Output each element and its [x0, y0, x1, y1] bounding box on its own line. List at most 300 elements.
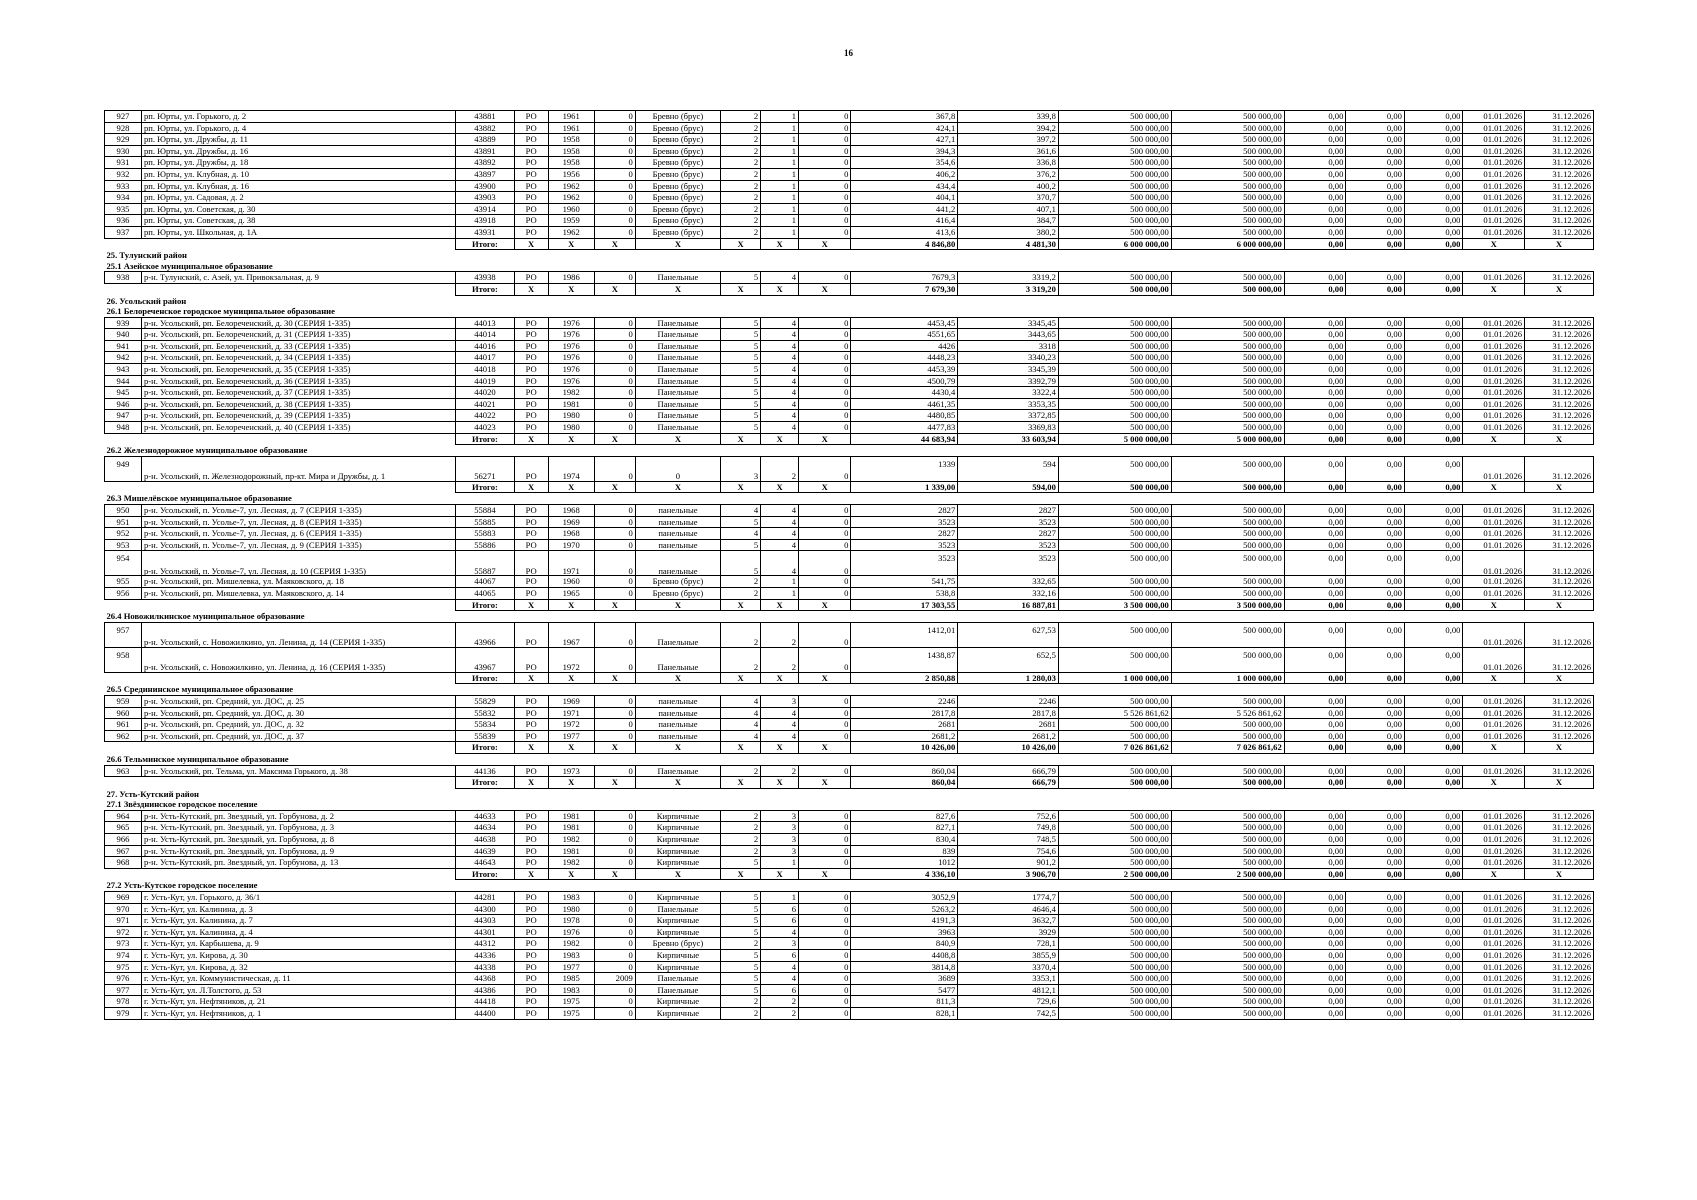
total-area-cell: 2827 — [851, 528, 958, 540]
federal-funds-cell: 0,00 — [1284, 707, 1346, 719]
lifts-cell: 0 — [799, 226, 851, 238]
end-date-cell: 31.12.2026 — [1525, 984, 1594, 996]
total-area-cell: 3963 — [851, 926, 958, 938]
total-label: Итого: — [456, 283, 515, 295]
entrances-cell: 4 — [761, 551, 799, 576]
end-date-cell: 31.12.2026 — [1525, 398, 1594, 410]
total-c2: 3 500 000,00 — [1171, 599, 1284, 611]
x-mark: X — [721, 868, 761, 880]
reconstruction-year-cell: 0 — [594, 192, 635, 204]
entrances-cell: 4 — [761, 719, 799, 731]
house-id-cell: 43882 — [456, 122, 515, 134]
local-funds-cell: 0,00 — [1404, 387, 1463, 399]
table-row — [105, 398, 1594, 410]
local-funds-cell: 0,00 — [1404, 765, 1463, 777]
build-year-cell: 1961 — [548, 111, 594, 123]
living-area-cell: 3353,1 — [958, 973, 1059, 985]
reconstruction-year-cell: 0 — [594, 765, 635, 777]
floors-cell: 2 — [721, 845, 761, 857]
x-mark: X — [548, 238, 594, 250]
section-heading — [105, 788, 1594, 799]
program-type-cell: РО — [514, 272, 548, 284]
cost-cell: 500 000,00 — [1058, 719, 1171, 731]
x-mark: X — [514, 283, 548, 295]
entrances-cell: 1 — [761, 215, 799, 227]
total-area-cell: 1339 — [851, 456, 958, 481]
living-area-cell: 666,79 — [958, 765, 1059, 777]
wall-material-cell: Бревно (брус) — [635, 145, 720, 157]
table-row — [105, 622, 1594, 647]
reconstruction-year-cell: 0 — [594, 203, 635, 215]
fund-cost-cell: 500 000,00 — [1171, 719, 1284, 731]
living-area-cell: 728,1 — [958, 938, 1059, 950]
section-heading-text: 25. Тулунский район — [106, 250, 187, 261]
program-type-cell: РО — [514, 892, 548, 904]
program-type-cell: РО — [514, 352, 548, 364]
wall-material-cell: Панельные — [635, 903, 720, 915]
fund-cost-cell: 500 000,00 — [1171, 516, 1284, 528]
fund-cost-cell: 500 000,00 — [1171, 647, 1284, 672]
total-area-cell: 4408,8 — [851, 950, 958, 962]
floors-cell: 2 — [721, 226, 761, 238]
program-type-cell: РО — [514, 456, 548, 481]
total-f3: 0,00 — [1404, 283, 1463, 295]
cost-cell: 500 000,00 — [1058, 352, 1171, 364]
total-f3: 0,00 — [1404, 481, 1463, 493]
start-date-cell: 01.01.2026 — [1463, 111, 1525, 123]
end-date-cell: 31.12.2026 — [1525, 215, 1594, 227]
section-heading — [105, 445, 1594, 457]
address-cell: г. Усть-Кут, ул. Кирова, д. 30 — [141, 950, 455, 962]
total-area-cell: 839 — [851, 845, 958, 857]
entrances-cell: 1 — [761, 180, 799, 192]
table-row — [105, 528, 1594, 540]
lifts-cell: 0 — [799, 810, 851, 822]
regional-funds-cell: 0,00 — [1346, 539, 1405, 551]
row-number-cell: 932 — [105, 168, 142, 180]
total-area-cell: 7679,3 — [851, 272, 958, 284]
start-date-cell: 01.01.2026 — [1463, 168, 1525, 180]
end-date-cell: 31.12.2026 — [1525, 587, 1594, 599]
regional-funds-cell: 0,00 — [1346, 587, 1405, 599]
table-row — [105, 950, 1594, 962]
table-row — [105, 134, 1594, 146]
row-number-cell: 977 — [105, 984, 142, 996]
reconstruction-year-cell: 2009 — [594, 973, 635, 985]
build-year-cell: 1982 — [548, 834, 594, 846]
table-row — [105, 226, 1594, 238]
total-row — [105, 238, 1594, 250]
table-row — [105, 834, 1594, 846]
table-row — [105, 903, 1594, 915]
local-funds-cell: 0,00 — [1404, 528, 1463, 540]
start-date-cell: 01.01.2026 — [1463, 973, 1525, 985]
address-cell: г. Усть-Кут, ул. Калинина, д. 7 — [141, 915, 455, 927]
cost-cell: 500 000,00 — [1058, 822, 1171, 834]
total-f3: 0,00 — [1404, 777, 1463, 789]
end-date-cell: 31.12.2026 — [1525, 857, 1594, 869]
regional-funds-cell: 0,00 — [1346, 892, 1405, 904]
living-area-cell: 332,16 — [958, 587, 1059, 599]
start-date-cell: 01.01.2026 — [1463, 364, 1525, 376]
build-year-cell: 1962 — [548, 180, 594, 192]
reconstruction-year-cell: 0 — [594, 375, 635, 387]
section-heading-text: 27.2 Усть-Кутское городское поселение — [106, 880, 258, 891]
table-row — [105, 192, 1594, 204]
x-mark: X — [721, 238, 761, 250]
wall-material-cell: Панельные — [635, 410, 720, 422]
row-number-cell: 950 — [105, 505, 142, 517]
end-date-cell: 31.12.2026 — [1525, 122, 1594, 134]
build-year-cell: 1981 — [548, 810, 594, 822]
total-area2: 1 280,03 — [958, 672, 1059, 684]
living-area-cell: 3370,4 — [958, 961, 1059, 973]
build-year-cell: 1973 — [548, 765, 594, 777]
total-area-cell: 4191,3 — [851, 915, 958, 927]
entrances-cell: 2 — [761, 456, 799, 481]
total-area-cell: 4430,4 — [851, 387, 958, 399]
end-date-cell: 31.12.2026 — [1525, 915, 1594, 927]
reconstruction-year-cell: 0 — [594, 719, 635, 731]
fund-cost-cell: 500 000,00 — [1171, 834, 1284, 846]
living-area-cell: 901,2 — [958, 857, 1059, 869]
address-cell: рп. Юрты, ул. Садовая, д. 2 — [141, 192, 455, 204]
regional-funds-cell: 0,00 — [1346, 122, 1405, 134]
living-area-cell: 3443,65 — [958, 329, 1059, 341]
federal-funds-cell: 0,00 — [1284, 834, 1346, 846]
house-id-cell: 44338 — [456, 961, 515, 973]
cost-cell: 500 000,00 — [1058, 695, 1171, 707]
reconstruction-year-cell: 0 — [594, 134, 635, 146]
regional-funds-cell: 0,00 — [1346, 647, 1405, 672]
entrances-cell: 2 — [761, 765, 799, 777]
address-cell: р-н. Усольский, рп. Белореченский, д. 36 (СЕРИЯ 1-335) — [141, 375, 455, 387]
section-heading-text: 26.2 Железнодорожное муниципальное образование — [106, 445, 308, 456]
floors-cell: 4 — [721, 528, 761, 540]
x-mark: X — [1463, 599, 1525, 611]
lifts-cell: 0 — [799, 551, 851, 576]
build-year-cell: 1985 — [548, 973, 594, 985]
total-area2: 594,00 — [958, 481, 1059, 493]
start-date-cell: 01.01.2026 — [1463, 375, 1525, 387]
regional-funds-cell: 0,00 — [1346, 810, 1405, 822]
local-funds-cell: 0,00 — [1404, 145, 1463, 157]
start-date-cell: 01.01.2026 — [1463, 926, 1525, 938]
lifts-cell: 0 — [799, 973, 851, 985]
cost-cell: 500 000,00 — [1058, 516, 1171, 528]
table-row — [105, 375, 1594, 387]
section-heading-text: 26.1 Белореченское городское муниципальное образование — [106, 306, 335, 317]
fund-cost-cell: 500 000,00 — [1171, 340, 1284, 352]
program-type-cell: РО — [514, 192, 548, 204]
total-c2: 500 000,00 — [1171, 777, 1284, 789]
fund-cost-cell: 500 000,00 — [1171, 168, 1284, 180]
regional-funds-cell: 0,00 — [1346, 111, 1405, 123]
x-mark: X — [635, 433, 720, 445]
living-area-cell: 754,6 — [958, 845, 1059, 857]
start-date-cell: 01.01.2026 — [1463, 352, 1525, 364]
wall-material-cell: Панельные — [635, 973, 720, 985]
fund-cost-cell: 500 000,00 — [1171, 410, 1284, 422]
federal-funds-cell: 0,00 — [1284, 192, 1346, 204]
address-cell: р-н. Усольский, рп. Средний, ул. ДОС, д. 32 — [141, 719, 455, 731]
total-label: Итого: — [456, 742, 515, 754]
floors-cell: 4 — [721, 695, 761, 707]
address-cell: р-н. Усольский, п. Усолье-7, ул. Лесная, д. 7 (СЕРИЯ 1-335) — [141, 505, 455, 517]
program-type-cell: РО — [514, 845, 548, 857]
lifts-cell: 0 — [799, 647, 851, 672]
regional-funds-cell: 0,00 — [1346, 226, 1405, 238]
reconstruction-year-cell: 0 — [594, 180, 635, 192]
total-row — [105, 481, 1594, 493]
build-year-cell: 1968 — [548, 505, 594, 517]
house-id-cell: 43891 — [456, 145, 515, 157]
row-number-cell: 948 — [105, 422, 142, 434]
total-label: Итого: — [456, 777, 515, 789]
living-area-cell: 752,6 — [958, 810, 1059, 822]
wall-material-cell: панельные — [635, 730, 720, 742]
cost-cell: 500 000,00 — [1058, 996, 1171, 1008]
floors-cell: 5 — [721, 973, 761, 985]
living-area-cell: 2827 — [958, 528, 1059, 540]
table-row — [105, 984, 1594, 996]
start-date-cell: 01.01.2026 — [1463, 180, 1525, 192]
federal-funds-cell: 0,00 — [1284, 810, 1346, 822]
wall-material-cell: панельные — [635, 719, 720, 731]
living-area-cell: 376,2 — [958, 168, 1059, 180]
program-type-cell: РО — [514, 973, 548, 985]
build-year-cell: 1972 — [548, 647, 594, 672]
living-area-cell: 3322,4 — [958, 387, 1059, 399]
cost-cell: 500 000,00 — [1058, 950, 1171, 962]
total-f2: 0,00 — [1346, 742, 1405, 754]
entrances-cell: 4 — [761, 528, 799, 540]
floors-cell: 2 — [721, 203, 761, 215]
total-area2: 10 426,00 — [958, 742, 1059, 754]
house-id-cell: 55832 — [456, 707, 515, 719]
house-id-cell: 43966 — [456, 622, 515, 647]
entrances-cell: 1 — [761, 892, 799, 904]
end-date-cell: 31.12.2026 — [1525, 822, 1594, 834]
address-cell: р-н. Усольский, рп. Белореченский, д. 38 (СЕРИЯ 1-335) — [141, 398, 455, 410]
cost-cell: 500 000,00 — [1058, 587, 1171, 599]
wall-material-cell: Бревно (брус) — [635, 168, 720, 180]
federal-funds-cell: 0,00 — [1284, 134, 1346, 146]
reconstruction-year-cell: 0 — [594, 505, 635, 517]
entrances-cell: 2 — [761, 622, 799, 647]
reconstruction-year-cell: 0 — [594, 845, 635, 857]
table-row — [105, 996, 1594, 1008]
table-row — [105, 456, 1594, 481]
end-date-cell: 31.12.2026 — [1525, 352, 1594, 364]
program-type-cell: РО — [514, 961, 548, 973]
entrances-cell: 4 — [761, 352, 799, 364]
living-area-cell: 3929 — [958, 926, 1059, 938]
address-cell: г. Усть-Кут, ул. Нефтяников, д. 21 — [141, 996, 455, 1008]
fund-cost-cell: 500 000,00 — [1171, 226, 1284, 238]
address-cell: г. Усть-Кут, ул. Коммунистическая, д. 11 — [141, 973, 455, 985]
entrances-cell: 1 — [761, 157, 799, 169]
lifts-cell: 0 — [799, 915, 851, 927]
floors-cell: 5 — [721, 961, 761, 973]
x-mark: X — [721, 742, 761, 754]
reconstruction-year-cell: 0 — [594, 730, 635, 742]
local-funds-cell: 0,00 — [1404, 926, 1463, 938]
end-date-cell: 31.12.2026 — [1525, 134, 1594, 146]
end-date-cell: 31.12.2026 — [1525, 622, 1594, 647]
row-number-cell: 928 — [105, 122, 142, 134]
house-id-cell: 44018 — [456, 364, 515, 376]
fund-cost-cell: 500 000,00 — [1171, 272, 1284, 284]
total-area-cell: 5263,2 — [851, 903, 958, 915]
total-f2: 0,00 — [1346, 599, 1405, 611]
program-type-cell: РО — [514, 719, 548, 731]
fund-cost-cell: 500 000,00 — [1171, 539, 1284, 551]
x-mark: X — [799, 481, 851, 493]
total-area2: 3 906,70 — [958, 868, 1059, 880]
row-number-cell: 965 — [105, 822, 142, 834]
lifts-cell: 0 — [799, 938, 851, 950]
cost-cell: 500 000,00 — [1058, 938, 1171, 950]
wall-material-cell: Панельные — [635, 984, 720, 996]
floors-cell: 2 — [721, 576, 761, 588]
fund-cost-cell: 500 000,00 — [1171, 157, 1284, 169]
floors-cell: 2 — [721, 157, 761, 169]
total-label: Итого: — [456, 238, 515, 250]
cost-cell: 500 000,00 — [1058, 765, 1171, 777]
house-id-cell: 43900 — [456, 180, 515, 192]
federal-funds-cell: 0,00 — [1284, 984, 1346, 996]
regional-funds-cell: 0,00 — [1346, 822, 1405, 834]
row-number-cell: 967 — [105, 845, 142, 857]
federal-funds-cell: 0,00 — [1284, 845, 1346, 857]
lifts-cell: 0 — [799, 926, 851, 938]
start-date-cell: 01.01.2026 — [1463, 317, 1525, 329]
local-funds-cell: 0,00 — [1404, 203, 1463, 215]
total-c1: 500 000,00 — [1058, 283, 1171, 295]
start-date-cell: 01.01.2026 — [1463, 1007, 1525, 1019]
federal-funds-cell: 0,00 — [1284, 180, 1346, 192]
fund-cost-cell: 500 000,00 — [1171, 857, 1284, 869]
wall-material-cell: Кирпичные — [635, 950, 720, 962]
fund-cost-cell: 500 000,00 — [1171, 576, 1284, 588]
program-type-cell: РО — [514, 926, 548, 938]
total-area-cell: 4480,85 — [851, 410, 958, 422]
build-year-cell: 1960 — [548, 576, 594, 588]
lifts-cell: 0 — [799, 329, 851, 341]
address-cell: р-н. Усольский, рп. Средний, ул. ДОС, д. 37 — [141, 730, 455, 742]
cost-cell: 500 000,00 — [1058, 961, 1171, 973]
living-area-cell: 370,7 — [958, 192, 1059, 204]
living-area-cell: 400,2 — [958, 180, 1059, 192]
lifts-cell: 0 — [799, 352, 851, 364]
total-area-cell: 4453,39 — [851, 364, 958, 376]
entrances-cell: 1 — [761, 122, 799, 134]
entrances-cell: 1 — [761, 192, 799, 204]
regional-funds-cell: 0,00 — [1346, 340, 1405, 352]
row-number-cell: 947 — [105, 410, 142, 422]
address-cell: р-н. Усольский, рп. Мишелевка, ул. Маяковского, д. 18 — [141, 576, 455, 588]
program-type-cell: РО — [514, 647, 548, 672]
table-row — [105, 857, 1594, 869]
floors-cell: 4 — [721, 707, 761, 719]
total-blank-cell — [105, 868, 456, 880]
cost-cell: 500 000,00 — [1058, 505, 1171, 517]
living-area-cell: 742,5 — [958, 1007, 1059, 1019]
start-date-cell: 01.01.2026 — [1463, 730, 1525, 742]
reconstruction-year-cell: 0 — [594, 528, 635, 540]
wall-material-cell: Кирпичные — [635, 857, 720, 869]
fund-cost-cell: 500 000,00 — [1171, 926, 1284, 938]
reconstruction-year-cell: 0 — [594, 157, 635, 169]
total-c2: 500 000,00 — [1171, 481, 1284, 493]
floors-cell: 2 — [721, 810, 761, 822]
local-funds-cell: 0,00 — [1404, 134, 1463, 146]
fund-cost-cell: 500 000,00 — [1171, 950, 1284, 962]
section-heading-text: 27. Усть-Кутский район — [106, 788, 199, 799]
regional-funds-cell: 0,00 — [1346, 950, 1405, 962]
house-id-cell: 55885 — [456, 516, 515, 528]
entrances-cell: 4 — [761, 364, 799, 376]
living-area-cell: 3345,39 — [958, 364, 1059, 376]
regional-funds-cell: 0,00 — [1346, 973, 1405, 985]
section-heading-text: 27.1 Звёзднинское городское поселение — [106, 799, 258, 810]
x-mark: X — [721, 672, 761, 684]
cost-cell: 500 000,00 — [1058, 984, 1171, 996]
end-date-cell: 31.12.2026 — [1525, 180, 1594, 192]
federal-funds-cell: 0,00 — [1284, 145, 1346, 157]
entrances-cell: 4 — [761, 272, 799, 284]
address-cell: р-н. Усть-Кутский, рп. Звездный, ул. Горбунова, д. 9 — [141, 845, 455, 857]
living-area-cell: 3369,83 — [958, 422, 1059, 434]
fund-cost-cell: 500 000,00 — [1171, 915, 1284, 927]
x-mark: X — [1525, 238, 1594, 250]
regional-funds-cell: 0,00 — [1346, 387, 1405, 399]
house-id-cell: 44020 — [456, 387, 515, 399]
total-f3: 0,00 — [1404, 868, 1463, 880]
reconstruction-year-cell: 0 — [594, 822, 635, 834]
wall-material-cell: Кирпичные — [635, 1007, 720, 1019]
table-row — [105, 926, 1594, 938]
end-date-cell: 31.12.2026 — [1525, 145, 1594, 157]
address-cell: р-н. Усольский, рп. Белореченский, д. 35 (СЕРИЯ 1-335) — [141, 364, 455, 376]
cost-cell: 500 000,00 — [1058, 340, 1171, 352]
row-number-cell: 942 — [105, 352, 142, 364]
local-funds-cell: 0,00 — [1404, 938, 1463, 950]
entrances-cell: 1 — [761, 134, 799, 146]
entrances-cell: 3 — [761, 810, 799, 822]
entrances-cell: 4 — [761, 375, 799, 387]
living-area-cell: 3632,7 — [958, 915, 1059, 927]
x-mark: X — [761, 742, 799, 754]
lifts-cell: 0 — [799, 730, 851, 742]
address-cell: р-н. Усольский, рп. Средний, ул. ДОС, д. 30 — [141, 707, 455, 719]
federal-funds-cell: 0,00 — [1284, 857, 1346, 869]
address-cell: р-н. Тулунский, с. Азей, ул. Привокзальная, д. 9 — [141, 272, 455, 284]
local-funds-cell: 0,00 — [1404, 226, 1463, 238]
local-funds-cell: 0,00 — [1404, 539, 1463, 551]
local-funds-cell: 0,00 — [1404, 1007, 1463, 1019]
x-mark: X — [635, 238, 720, 250]
regional-funds-cell: 0,00 — [1346, 329, 1405, 341]
table-row — [105, 845, 1594, 857]
reconstruction-year-cell: 0 — [594, 834, 635, 846]
federal-funds-cell: 0,00 — [1284, 765, 1346, 777]
x-mark: X — [1525, 672, 1594, 684]
x-mark: X — [1525, 868, 1594, 880]
x-mark: X — [721, 433, 761, 445]
house-id-cell: 44065 — [456, 587, 515, 599]
